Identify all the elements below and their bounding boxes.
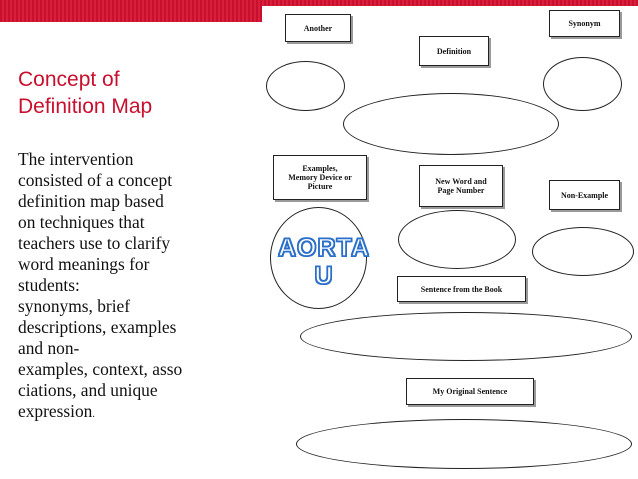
body-line: and non- [18,338,80,358]
example-word-aorta [276,234,372,290]
oval-another [266,61,345,111]
oval-synonym [543,57,622,111]
body-line: word meanings for [18,254,150,274]
box-definition [419,36,489,66]
box-synonym [549,10,620,37]
body-line: teachers use to clarify [18,233,171,253]
box-sentence-from-book [397,276,526,302]
box-sentence-from-book-label: Sentence from the Book [420,284,503,294]
title-line-2: Definition Map [18,95,153,118]
box-new-word [419,165,503,207]
title-line-1: Concept of [18,68,120,91]
body-end-mark: . [92,409,95,420]
box-synonym-label: Synonym [568,19,601,28]
oval-new-word [398,210,516,269]
body-line: definition map based [18,191,164,211]
box-non-example-label: Non-Example [560,190,609,200]
body-line: on techniques that [18,212,145,232]
oval-non-example [532,227,634,276]
body-last-text: expression [18,401,93,421]
oval-sentence-from-book [300,312,632,361]
box-new-word-line: New Word and [435,177,487,186]
body-line: examples, context, asso [18,359,183,379]
body-line: consisted of a concept [18,170,173,190]
body-line-last [18,401,243,425]
box-definition-label: Definition [436,46,472,56]
oval-original-sentence [296,419,632,469]
box-another-label: Another [303,23,333,33]
box-non-example [549,180,620,210]
box-examples-line: Examples, [302,164,338,173]
example-word-line-2: U [314,262,334,290]
example-word-line-1: AORTA [277,234,371,262]
body-line: The intervention [18,149,134,169]
body-line: synonyms, brief [18,296,131,316]
box-another [285,14,351,42]
box-original-sentence [406,378,534,405]
box-new-word-line: Page Number [437,186,485,195]
slide-title [18,66,258,120]
oval-definition [343,93,559,155]
slide-body-text [18,149,243,425]
box-examples-line: Picture [307,182,333,191]
box-examples-line: Memory Device or [288,173,352,182]
box-original-sentence-label: My Original Sentence [432,387,508,396]
body-line: descriptions, examples [18,317,177,337]
box-examples [273,155,367,200]
body-line: ciations, and unique [18,380,158,400]
body-line: students: [18,275,80,295]
